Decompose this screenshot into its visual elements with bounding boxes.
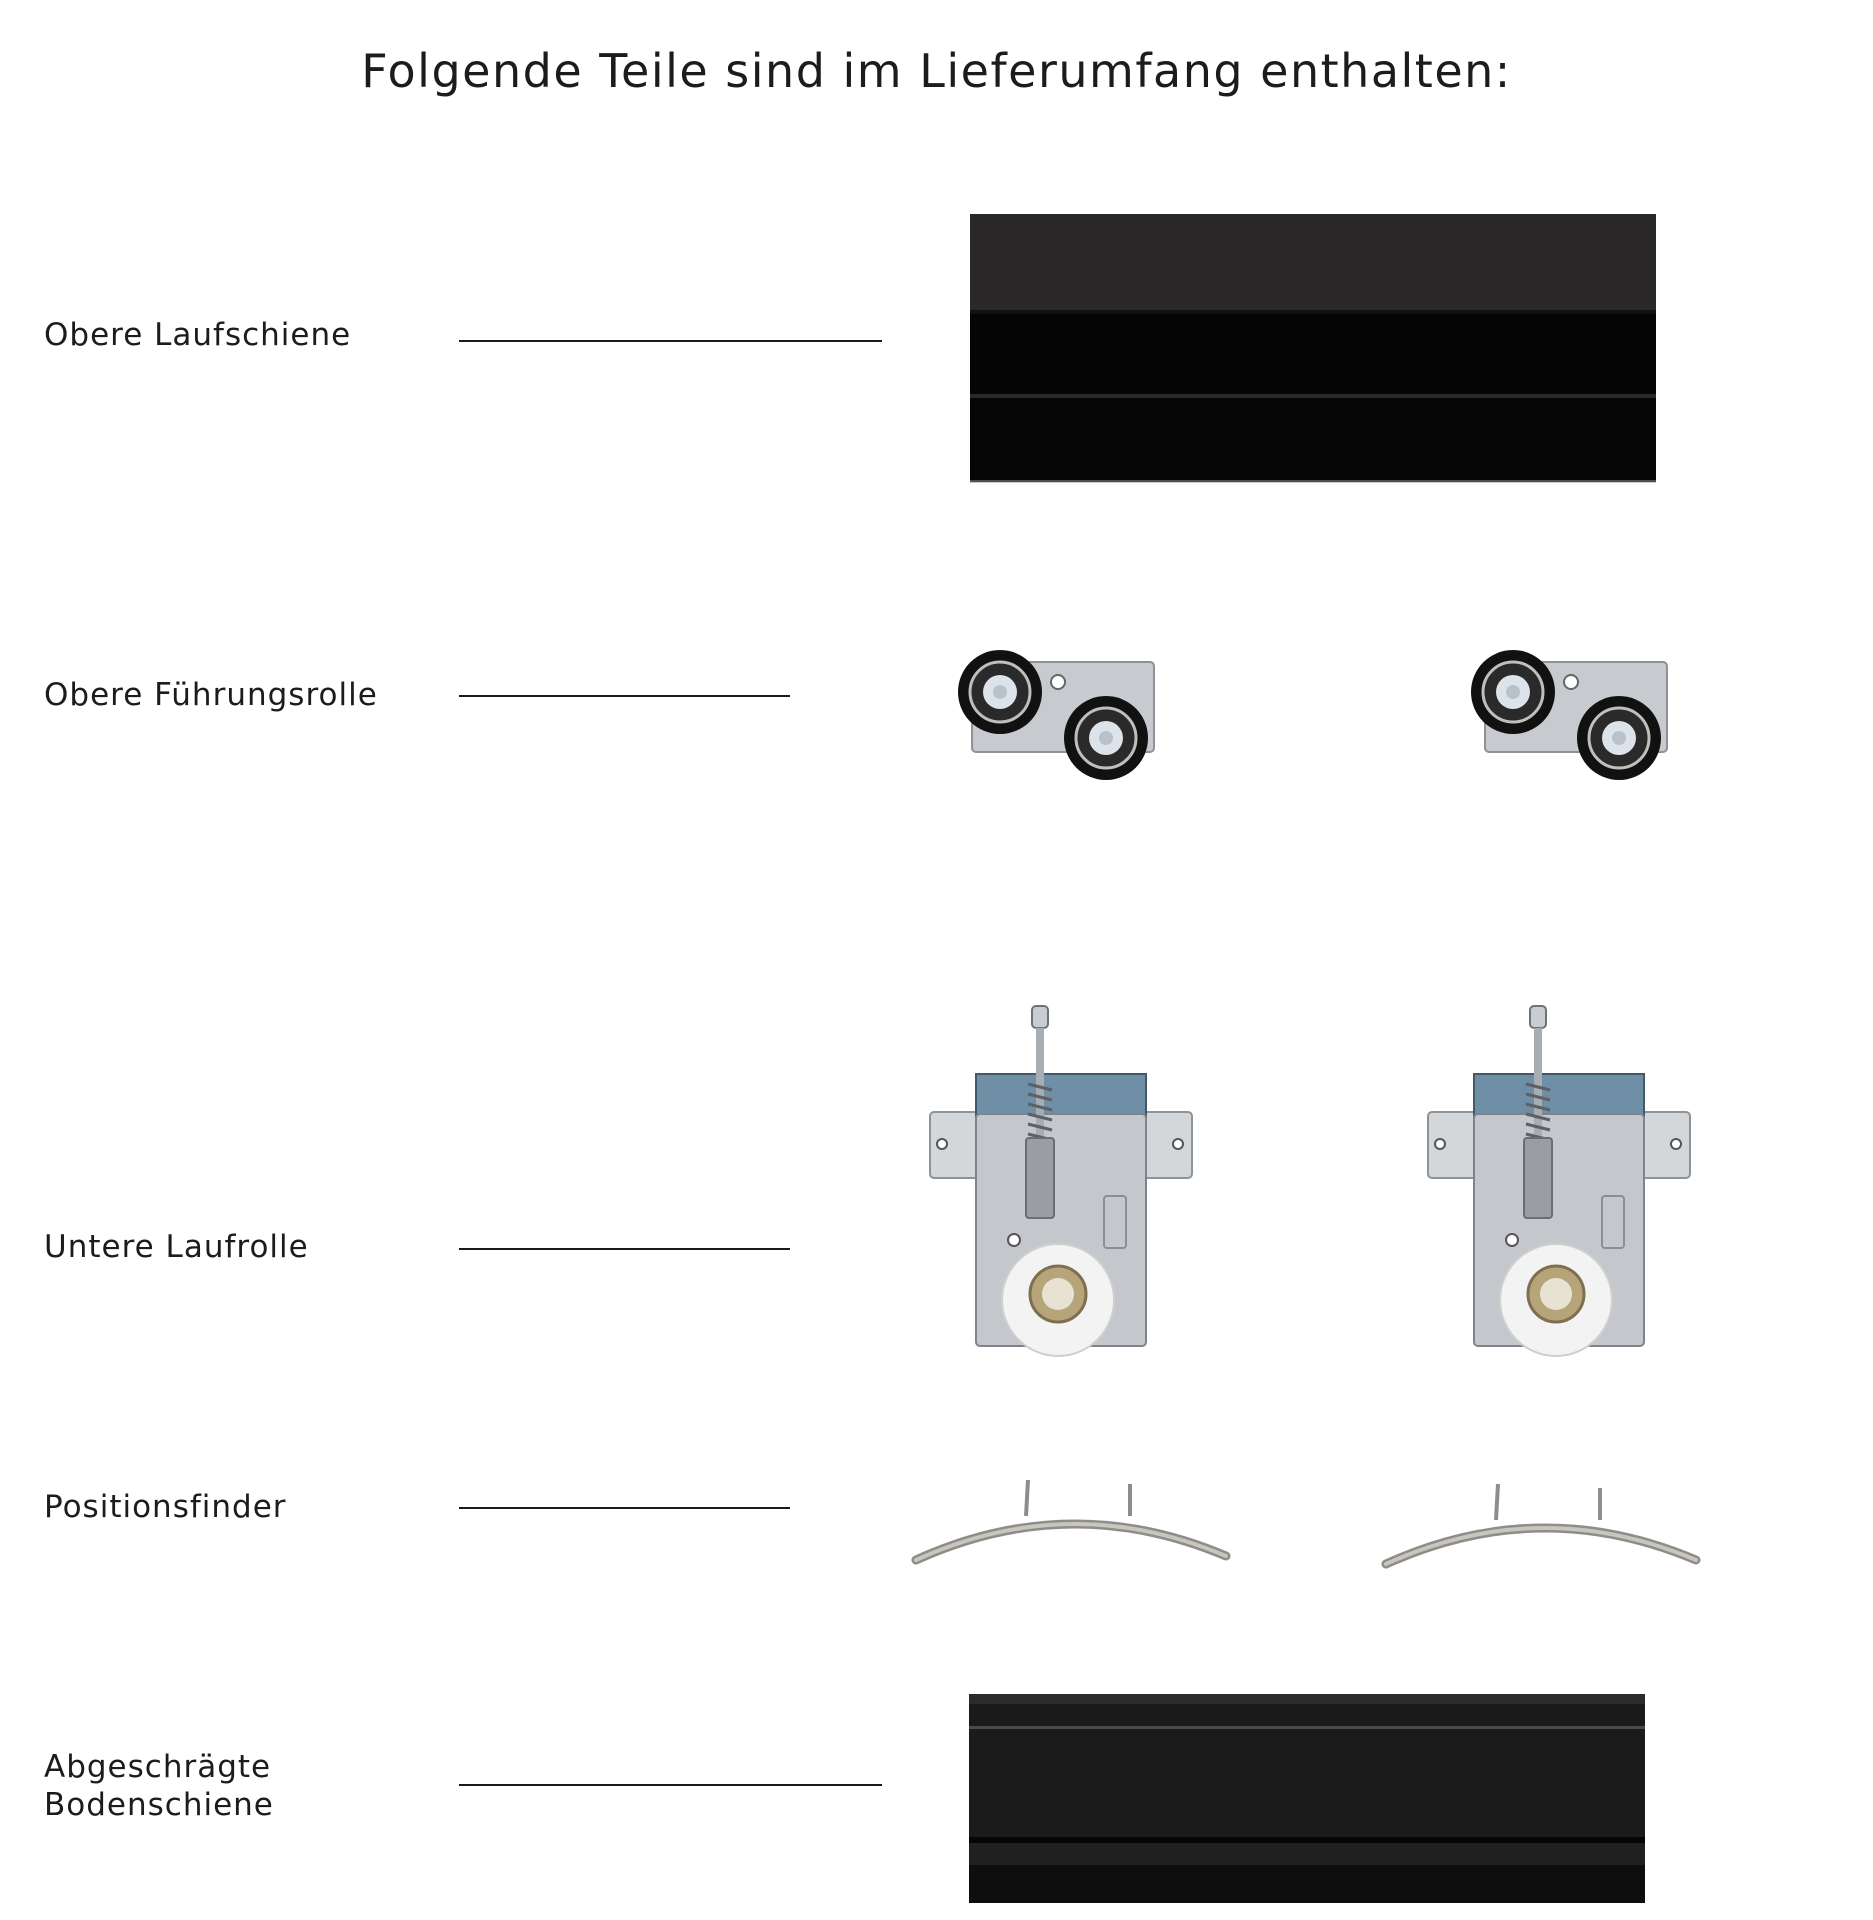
lower-roller-image-2	[1426, 1004, 1692, 1358]
position-finder-image-1	[910, 1470, 1240, 1570]
lower-roller-image-1	[928, 1004, 1194, 1358]
upper-rail-image	[968, 212, 1658, 486]
label-line-1: Abgeschrägte	[44, 1749, 272, 1785]
leader-line-positionsfinder	[459, 1507, 790, 1509]
leader-line-abgeschraegte-bodenschiene	[459, 1784, 882, 1786]
label-obere-fuehrungsrolle: Obere Führungsrolle	[44, 677, 378, 713]
leader-line-untere-laufrolle	[459, 1248, 790, 1250]
label-obere-laufschiene: Obere Laufschiene	[44, 317, 352, 353]
upper-guide-roller-image-1	[958, 644, 1158, 784]
upper-guide-roller-image-2	[1471, 644, 1671, 784]
leader-line-obere-fuehrungsrolle	[459, 695, 790, 697]
label-untere-laufrolle: Untere Laufrolle	[44, 1229, 309, 1265]
page-title: Folgende Teile sind im Lieferumfang enthalten:	[361, 44, 1512, 98]
label-positionsfinder: Positionsfinder	[44, 1489, 287, 1525]
label-abgeschraegte-bodenschiene	[44, 1748, 274, 1824]
position-finder-image-2	[1380, 1474, 1710, 1574]
leader-line-obere-laufschiene	[459, 340, 882, 342]
label-line-2: Bodenschiene	[44, 1787, 274, 1823]
bottom-rail-image	[967, 1692, 1647, 1906]
